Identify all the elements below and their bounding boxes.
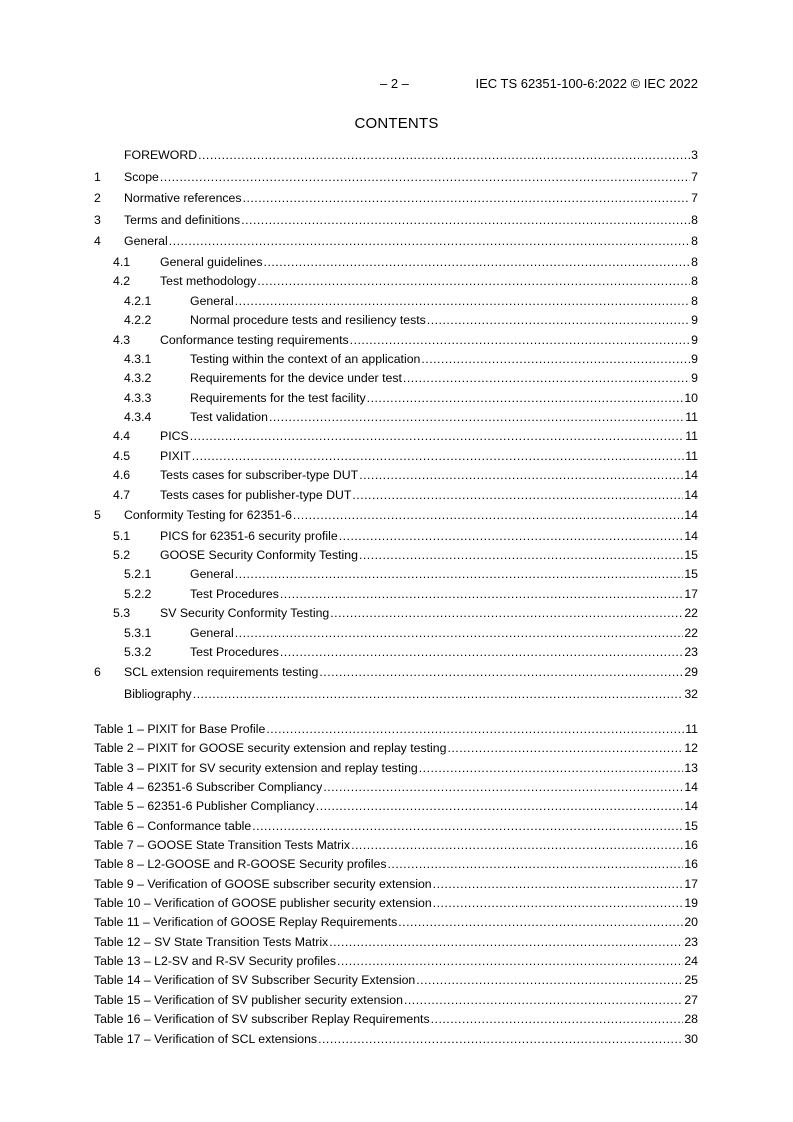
toc-entry[interactable] [94,427,698,446]
table-list-title: Table 1 – PIXIT for Base Profile [94,722,266,736]
toc-entry-number: 4.2.1 [124,293,152,308]
toc-entry-number: 4.6 [113,468,131,483]
table-list-entry[interactable] [94,855,698,874]
dot-leader [264,253,691,272]
table-list-entry[interactable] [94,817,698,836]
toc-entry-title: SCL extension requirements testing [124,665,319,680]
toc-entry-number: 4.5 [113,448,131,463]
dot-leader [190,427,685,446]
dot-leader [266,720,684,739]
dot-leader [337,952,683,971]
dot-leader [198,145,690,167]
toc-entry-title: Scope [124,169,159,184]
table-list-title: Table 9 – Verification of GOOSE subscriber security extension [94,876,432,891]
dot-leader [352,486,683,505]
dot-leader [359,466,683,485]
toc-entry-title: Tests cases for publisher-type DUT [160,487,352,502]
dot-leader [235,292,690,311]
toc-entry-title: Test Procedures [190,586,279,601]
toc-entry-page: 9 [691,332,698,347]
toc-entry-page: 23 [684,644,698,659]
toc-entry-page: 8 [691,212,698,227]
toc-entry-page: 8 [691,234,698,249]
toc-entry[interactable] [94,662,698,684]
toc-entry[interactable] [94,369,698,388]
toc-entry[interactable] [94,331,698,350]
toc-entry[interactable] [94,231,698,253]
toc-entry-title: SV Security Conformity Testing [160,606,330,621]
dot-leader [421,350,690,369]
table-list-title: Table 10 – Verification of GOOSE publisher security extension [94,896,432,911]
dot-leader [193,684,684,706]
toc-entry[interactable] [94,624,698,643]
toc-entry-page: 14 [684,508,698,523]
toc-entry[interactable] [94,546,698,565]
toc-entry-title: General [190,625,234,640]
table-list-page: 16 [684,838,698,853]
toc-entry-page: 11 [685,448,698,463]
toc-entry-title: Tests cases for subscriber-type DUT [160,468,359,483]
table-list-title: Table 5 – 62351-6 Publisher Compliancy [94,799,315,814]
table-list-entry[interactable] [94,739,698,758]
dot-leader [323,778,683,797]
toc-entry[interactable] [94,253,698,272]
table-list-title: Table 15 – Verification of SV publisher security extension [94,992,403,1007]
dot-leader [235,624,684,643]
table-list-title: Table 2 – PIXIT for GOOSE security extension and replay testing [94,741,447,756]
toc-entry-number: 2 [94,191,101,206]
toc-entry-title: Test validation [190,410,268,425]
table-list-page: 20 [684,915,698,930]
toc-entry-number: 4.2 [113,274,131,289]
toc-entry[interactable] [94,167,698,189]
toc-entry-page: 17 [684,586,698,601]
table-list-page: 17 [684,876,698,891]
table-list-page: 24 [684,954,698,969]
toc-entry-number: 5.3 [113,606,131,621]
contents-title: CONTENTS [354,115,439,132]
toc-entry-number: 5.1 [113,528,131,543]
toc-entry-title: Test methodology [160,274,257,289]
toc-entry-title: General guidelines [160,254,263,269]
table-list-title: Table 6 – Conformance table [94,818,252,833]
dot-leader [316,797,684,816]
table-list-title: Table 12 – SV State Transition Tests Matrix [94,934,329,949]
toc-entry-number: 4.3.2 [124,371,152,386]
dot-leader [257,272,690,291]
table-list-entry[interactable] [94,720,698,739]
table-list-entry[interactable] [94,1010,698,1029]
toc-entry-page: 11 [685,429,698,444]
page-header [94,76,698,92]
toc-entry[interactable] [94,311,698,330]
table-list-entry[interactable] [94,759,698,778]
toc-entry-title: Bibliography [124,686,192,701]
table-list-page: 14 [684,799,698,814]
toc-entry-number: 4.3 [113,332,131,347]
toc-entry[interactable] [94,272,698,291]
dot-leader [351,836,683,855]
table-list-page: 19 [684,896,698,911]
toc-entry-number: 4.1 [113,254,131,269]
toc-entry-page: 22 [684,606,698,621]
toc-entry-title: General [190,293,234,308]
table-list-title: Table 16 – Verification of SV subscriber Replay Requirements [94,1012,430,1027]
dot-leader [431,1010,684,1029]
toc-entry-page: 32 [684,686,698,701]
toc-entry[interactable] [94,408,698,427]
dot-leader [398,913,683,932]
dot-leader [433,894,684,913]
dot-leader [235,565,684,584]
toc-entry[interactable] [94,505,698,527]
toc-entry-title: FOREWORD [124,148,198,162]
toc-entry-number: 5.3.1 [124,625,152,640]
dot-leader [367,389,684,408]
dot-leader [433,875,684,894]
table-of-contents [94,145,698,706]
table-list-title: Table 7 – GOOSE State Transition Tests Matrix [94,838,351,853]
toc-entry-number: 6 [94,665,101,680]
dot-leader [169,231,690,253]
toc-entry-page: 3 [691,148,698,162]
table-list-page: 23 [684,934,698,949]
dot-leader [359,546,683,565]
dot-leader [404,991,683,1010]
table-list-page: 28 [684,1012,698,1027]
dot-leader [339,527,684,546]
toc-entry-page: 8 [691,293,698,308]
toc-entry-page: 14 [684,528,698,543]
table-list-title: Table 3 – PIXIT for SV security extension and replay testing [94,760,418,775]
table-list-title: Table 17 – Verification of SCL extensions [94,1031,318,1046]
toc-entry-page: 14 [684,468,698,483]
toc-entry-page: 8 [691,274,698,289]
toc-entry-page: 15 [684,567,698,582]
table-list-page: 25 [684,973,698,988]
table-list-entry[interactable] [94,778,698,797]
standard-reference: IEC TS 62351-100-6:2022 © IEC 2022 [475,76,698,91]
table-list-entry[interactable] [94,991,698,1010]
toc-entry[interactable] [94,527,698,546]
toc-entry-page: 10 [684,390,698,405]
toc-entry-title: Testing within the context of an application [190,351,421,366]
toc-entry-number: 1 [94,169,101,184]
dot-leader [293,505,683,527]
toc-entry[interactable] [94,210,698,232]
table-list-entry[interactable] [94,797,698,816]
toc-entry-title: Terms and definitions [124,212,241,227]
toc-entry-page: 11 [685,410,698,425]
toc-entry-number: 5 [94,508,101,523]
toc-entry-page: 29 [684,665,698,680]
dot-leader [329,933,683,952]
table-list-page: 30 [684,1031,698,1046]
dot-leader [416,971,683,990]
toc-entry-number: 4.3.1 [124,351,152,366]
toc-entry[interactable] [94,643,698,662]
table-list-title: Table 14 – Verification of SV Subscriber Security Extension [94,973,416,988]
toc-entry-title: Requirements for the device under test [190,371,402,386]
toc-entry-number: 4.4 [113,429,131,444]
toc-entry-number: 5.2.2 [124,586,152,601]
dot-leader [280,585,683,604]
toc-entry[interactable] [94,585,698,604]
toc-entry-number: 4.2.2 [124,313,152,328]
table-list-entry[interactable] [94,894,698,913]
table-list-page: 16 [684,857,698,872]
dot-leader [388,855,684,874]
table-list-entry[interactable] [94,875,698,894]
toc-entry[interactable] [94,350,698,369]
toc-entry-title: PIXIT [160,448,191,463]
toc-entry-title: Normal procedure tests and resiliency tests [190,313,426,328]
table-list-title: Table 11 – Verification of GOOSE Replay Requirements [94,915,398,930]
table-list-page: 11 [685,722,698,736]
toc-entry-title: GOOSE Security Conformity Testing [160,548,358,563]
toc-entry-number: 4 [94,234,101,249]
toc-entry[interactable] [94,389,698,408]
table-list-entry[interactable] [94,913,698,932]
toc-entry-number: 4.3.4 [124,410,152,425]
toc-entry-title: Requirements for the test facility [190,390,366,405]
toc-entry[interactable] [94,684,698,706]
toc-entry[interactable] [94,604,698,623]
table-list-entry[interactable] [94,836,698,855]
dot-leader [241,210,690,232]
table-list-page: 12 [684,741,698,756]
toc-entry-page: 7 [691,191,698,206]
dot-leader [192,447,684,466]
table-list-page: 14 [684,780,698,795]
dot-leader [280,643,683,662]
list-of-tables [94,720,698,1049]
table-list-page: 13 [684,760,698,775]
toc-entry-page: 9 [691,313,698,328]
dot-leader [447,739,683,758]
table-list-title: Table 4 – 62351-6 Subscriber Compliancy [94,780,323,795]
toc-entry-page: 8 [691,254,698,269]
table-list-entry[interactable] [94,933,698,952]
toc-entry-title: Test Procedures [190,644,279,659]
toc-entry[interactable] [94,145,698,167]
toc-entry-title: PICS for 62351-6 security profile [160,528,338,543]
dot-leader [269,408,684,427]
dot-leader [419,759,684,778]
dot-leader [350,331,691,350]
toc-entry[interactable] [94,486,698,505]
dot-leader [243,188,691,210]
toc-entry-number: 5.3.2 [124,644,152,659]
toc-entry-title: General [190,567,234,582]
toc-entry-number: 5.2.1 [124,567,152,582]
toc-entry-number: 4.7 [113,487,131,502]
table-list-title: Table 13 – L2-SV and R-SV Security profiles [94,954,336,969]
toc-entry[interactable] [94,565,698,584]
toc-entry-title: Conformance testing requirements [160,332,349,347]
table-list-page: 27 [684,992,698,1007]
dot-leader [160,167,690,189]
toc-entry[interactable] [94,466,698,485]
toc-entry-page: 14 [684,487,698,502]
toc-entry-title: Normative references [124,191,242,206]
page-number: – 2 – [380,76,409,91]
toc-entry-page: 15 [684,548,698,563]
toc-entry-page: 9 [691,351,698,366]
toc-entry-number: 4.3.3 [124,390,152,405]
table-list-entry[interactable] [94,971,698,990]
dot-leader [252,817,683,836]
toc-entry[interactable] [94,188,698,210]
toc-entry-page: 22 [684,625,698,640]
table-list-page: 15 [684,818,698,833]
toc-entry[interactable] [94,292,698,311]
toc-entry-number: 5.2 [113,548,131,563]
toc-entry-page: 7 [691,169,698,184]
table-list-title: Table 8 – L2-GOOSE and R-GOOSE Security profiles [94,857,387,872]
toc-entry-title: Conformity Testing for 62351-6 [124,508,292,523]
table-list-entry[interactable] [94,1030,698,1049]
toc-entry-number: 3 [94,212,101,227]
dot-leader [319,662,683,684]
dot-leader [330,604,683,623]
toc-entry-title: PICS [160,429,189,444]
toc-entry-title: General [124,234,168,249]
dot-leader [427,311,690,330]
toc-entry-page: 9 [691,371,698,386]
dot-leader [403,369,690,388]
table-list-entry[interactable] [94,952,698,971]
dot-leader [318,1030,683,1049]
toc-entry[interactable] [94,447,698,466]
